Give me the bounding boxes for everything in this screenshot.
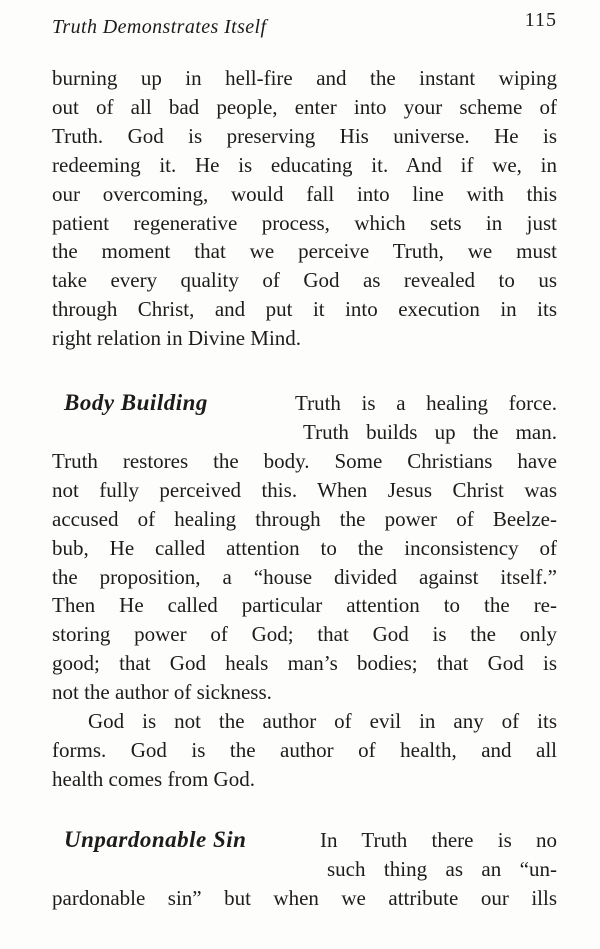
page-header bbox=[52, 9, 557, 39]
paragraph-continuation bbox=[52, 64, 557, 353]
hang-line: In Truth there is no bbox=[320, 827, 557, 852]
body-line: forms. God is the author of health, and all bbox=[52, 737, 557, 762]
body-line: Truth. God is preserving His universe. He is bbox=[52, 123, 557, 148]
text-block bbox=[52, 0, 557, 912]
body-line: God is not the author of evil in any of its bbox=[88, 709, 557, 734]
hang-line-row bbox=[52, 855, 557, 884]
body-line: out of all bad people, enter into your scheme of bbox=[52, 94, 557, 119]
hang-line: Truth is a healing force. bbox=[295, 391, 557, 416]
hang-line-row bbox=[52, 418, 557, 447]
body-line: burning up in hell-fire and the instant wiping bbox=[52, 66, 557, 90]
section-heading: Body Building bbox=[64, 390, 208, 416]
body-line: the moment that we perceive Truth, we must bbox=[52, 239, 557, 264]
hang-line: Truth builds up the man. bbox=[303, 419, 557, 444]
body-line: redeeming it. He is educating it. And if we, in bbox=[52, 152, 557, 177]
body-line: right relation in Divine Mind. bbox=[52, 326, 302, 351]
body-line: pardonable sin” but when we attribute our ills bbox=[52, 885, 557, 910]
running-title: Truth Demonstrates Itself bbox=[52, 16, 267, 38]
paragraph-god-health bbox=[52, 707, 557, 794]
hang-line: such thing as an “un- bbox=[327, 856, 557, 881]
body-line: bub, He called attention to the inconsistency of bbox=[52, 535, 557, 560]
body-line: not the author of sickness. bbox=[52, 680, 272, 705]
body-line: Then He called particular attention to the re- bbox=[52, 593, 557, 618]
body-line: take every quality of God as revealed to us bbox=[52, 268, 557, 293]
body-line: accused of healing through the power of Beelze- bbox=[52, 506, 557, 531]
section-unpardonable-sin bbox=[52, 826, 557, 913]
body-line: not fully perceived this. When Jesus Christ was bbox=[52, 477, 557, 502]
body-line: our overcoming, would fall into line with this bbox=[52, 181, 557, 206]
body-line: through Christ, and put it into execution in its bbox=[52, 297, 557, 322]
section-heading-line bbox=[52, 826, 557, 855]
body-line: good; that God heals man’s bodies; that God is bbox=[52, 651, 557, 676]
body-line: storing power of God; that God is the only bbox=[52, 622, 557, 647]
section-heading: Unpardonable Sin bbox=[64, 826, 247, 852]
body-line: Truth restores the body. Some Christians have bbox=[52, 448, 557, 473]
body-line: the proposition, a “house divided against itself.” bbox=[52, 564, 557, 589]
page-number: 115 bbox=[524, 9, 557, 31]
section-heading-line bbox=[52, 389, 557, 418]
section-body-building bbox=[52, 389, 557, 707]
body-line: health comes from God. bbox=[52, 766, 255, 791]
body-line: patient regenerative process, which sets in just bbox=[52, 210, 557, 235]
